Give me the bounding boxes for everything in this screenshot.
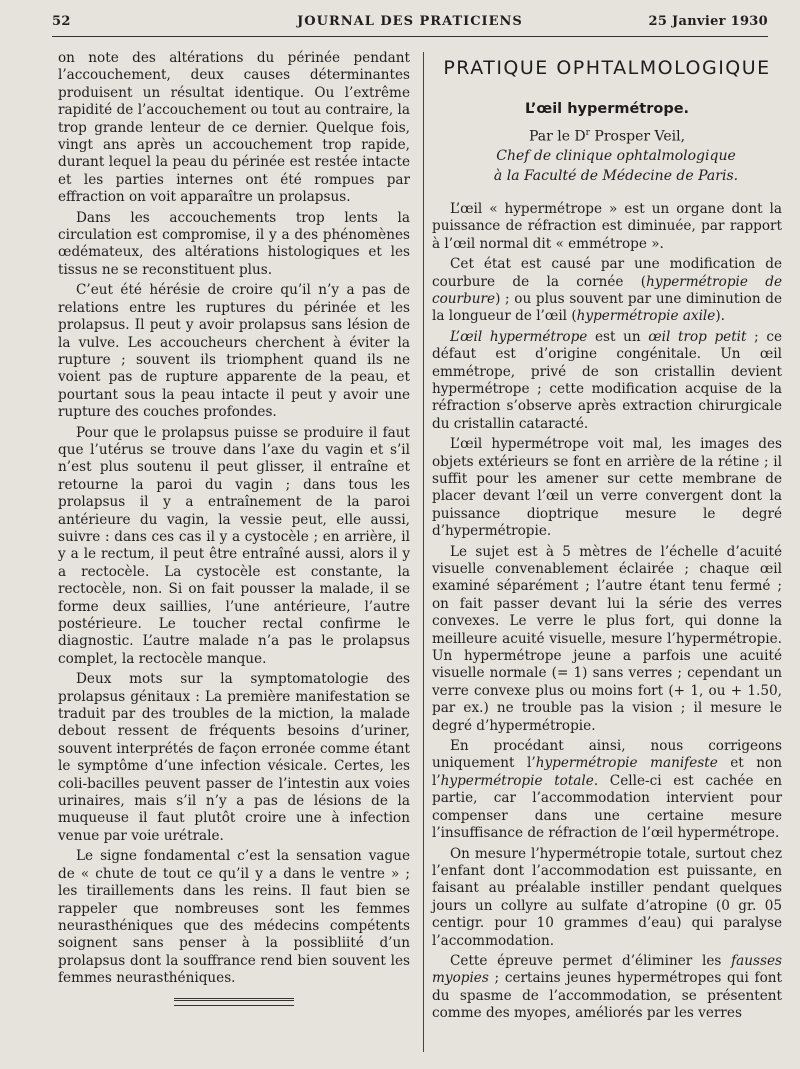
italic-term: hypermétropie axile (576, 308, 716, 325)
text-run: est un (587, 328, 649, 345)
left-paragraph: C’eut été hérésie de croire qu’il n’y a pas de relations entre les ruptures du périnée et les prolapsus. Il peut y avoir prolapsus sans lésion de la vulve. Les accoucheurs cherchent à éviter la rupture ; souvent ils triomphent quand ils ne voient pas de rupture apparente de la peau, et pourtant sous la peau intacte il peut y avoir une rupture des couches profondes. (58, 282, 410, 421)
italic-term: œil trop petit (648, 328, 747, 345)
end-of-article-rule (174, 998, 294, 1006)
left-paragraph: Dans les accouchements trop lents la circulation est compromise, il y a des phénomènes œdémateux, des altérations histologiques et les tissus ne se reconstituent plus. (58, 209, 410, 278)
article-paragraph (432, 953, 782, 1023)
left-paragraph: Pour que le prolapsus puisse se produire il faut que l’utérus se trouve dans l’axe du vagin et s’il n’est plus soutenu il peut glisser, il entraîne et retourne la paroi du vagin ; dans tous les prolapsus il y a entraînement de la paroi antérieure du vagin, la vessie peut, elle aussi, suivre : dans ces cas il y a cystocèle ; en arrière, il y a le rectum, il peut être entraîné aussi, alors il y a rectocèle. La cystocèle est constante, la rectocèle, non. Si on fait pousser la malade, il se forme deux saillies, l’une antérieure, l’autre postérieure. Le toucher rectal confirme le diagnostic. L’autre malade n’a pas le prolapsus complet, la rectocèle manque. (58, 424, 410, 667)
text-run: ). (715, 308, 725, 325)
left-paragraph: on note des altérations du périnée pendant l’accouchement, deux causes déterminantes produisent un résultat identique. Ou l’extrême rapidité de l’accouchement ou tout au contraire, la trop grande lenteur de ce dernier. Quelque fois, vingt ans après un accouchement trop rapide, durant lequel la peau du périnée est restée intacte et les parties internes ont été rompues par effraction on voit apparaître un prolapsus. (58, 50, 410, 206)
article-paragraph: On mesure l’hypermétropie totale, surtout chez l’enfant dont l’accommodation est puissante, en faisant au préalable instiller pendant quelques jours un collyre au sulfate d’atropine (0 gr. 05 centigr. pour 10 grammes d’eau) qui paralyse l’accommodation. (432, 845, 782, 949)
affiliation-line: à la Faculté de Médecine de Paris. (493, 167, 739, 184)
column-divider (423, 52, 424, 1052)
page-header (52, 14, 768, 36)
italic-term: hypermétropie de courbure (432, 273, 783, 307)
article-paragraph: L’œil « hypermétrope » est un organe dont la puissance de réfraction est diminuée, par rapport à l’œil normal dit « emmétrope ». (432, 200, 782, 252)
byline-prefix: Par le D (528, 128, 586, 145)
left-paragraph: Deux mots sur la symptomatologie des prolapsus génitaux : La première manifestation se traduit par des troubles de la miction, la malade debout ressent de fréquents besoins d’uriner, souvent interprétés de façon erronée comme étant le symptôme d’une infection vésicale. Certes, les coli-bacilles peuvent passer de l’intestin aux voies urinaires, mais s’il n’y a pas de lésions de la muqueuse il faut plutôt croire une à infection venue par voie urétrale. (58, 671, 410, 844)
italic-term: fausses myopies (432, 952, 782, 987)
text-run: Cette épreuve permet d’éliminer les (450, 952, 732, 969)
italic-term: hypermétropie totale (440, 772, 594, 789)
affiliation-line: Chef de clinique ophtalmologique (496, 147, 736, 164)
page-number: 52 (52, 14, 71, 29)
article-title: L’œil hypermétrope. (524, 101, 690, 118)
text-run: ) ; ou plus souvent par une diminution de la longueur de l’œil ( (432, 290, 782, 325)
text-run: ; ce défaut est d’origine congénitale. Un œil emmétrope, privé de son cristallin devient hypermétrope ; cette modification acquise de la réfraction s’observe après extraction chirurgicale du cristallin cataracté. (432, 328, 782, 432)
issue-date: 25 Janvier 1930 (648, 14, 768, 29)
article-paragraph: L’œil hypermétrope voit mal, les images des objets extérieurs se font en arrière de la rétine ; il suffit pour les amener sur cette membrane de placer devant l’œil un verre convergent dont la puissance dioptrique mesure le degré d’hypermétropie. (432, 436, 782, 540)
text-run: ; certains jeunes hypermétropes qui font du spasme de l’accommodation, se présentent comme des myopes, améliorés par les verres (432, 970, 782, 1022)
italic-term: hypermétropie manifeste (535, 755, 718, 772)
article-paragraph (432, 256, 782, 326)
header-rule (52, 36, 768, 37)
author-name: Prosper Veil, (589, 128, 686, 145)
text-run: et non l’ (432, 755, 782, 789)
text-run: . Celle-ci est cachée en partie, car l’accommodation intervient pour compenser dans une certaine mesure l’insuffisance de réfraction de l’œil hypermétrope. (432, 772, 783, 842)
article-paragraph (432, 738, 782, 842)
text-run: En procédant ainsi, nous corrigeons uniquement l’ (432, 738, 782, 772)
article-paragraph: Le sujet est à 5 mètres de l’échelle d’acuité visuelle convenablement éclairée ; chaque œil examiné séparément ; l’autre étant tenu fermé ; on fait passer devant lui la série des verres convexes. Le verre le plus fort, qui donne la meilleure acuité visuelle, mesure l’hypermétropie. Un hypermétrope jeune a parfois une acuité visuelle normale (= 1) sans verres ; cependant un verre convexe plus ou moins fort (+ 1, ou + 1.50, par ex.) ne trouble pas la vision ; il mesure le degré d’hypermétropie. (432, 543, 782, 734)
italic-term: L’œil hypermétrope (450, 328, 588, 345)
byline (432, 125, 782, 146)
left-paragraph: Le signe fondamental c’est la sensation vague de « chute de tout ce qu’il y a dans le ventre » ; les tiraillements dans les reins. Il faut bien se rappeler que nombreuses sont les femmes neurasthéniques que des médecins compétents soignent sans penser à la possibliité d’un prolapsus dont la souffrance rend bien souvent les femmes neurasthéniques. (58, 848, 410, 987)
article-paragraph (432, 329, 782, 433)
byline-sup: r (585, 127, 590, 138)
right-column (432, 50, 782, 1026)
section-title: PRATIQUE OPHTALMOLOGIQUE (443, 57, 771, 79)
left-column (58, 50, 410, 1006)
author-affiliation (432, 148, 782, 185)
text-run: Cet état est causé par une modification de courbure de la cornée ( (432, 256, 782, 290)
journal-title: JOURNAL DES PRATICIENS (297, 14, 523, 29)
